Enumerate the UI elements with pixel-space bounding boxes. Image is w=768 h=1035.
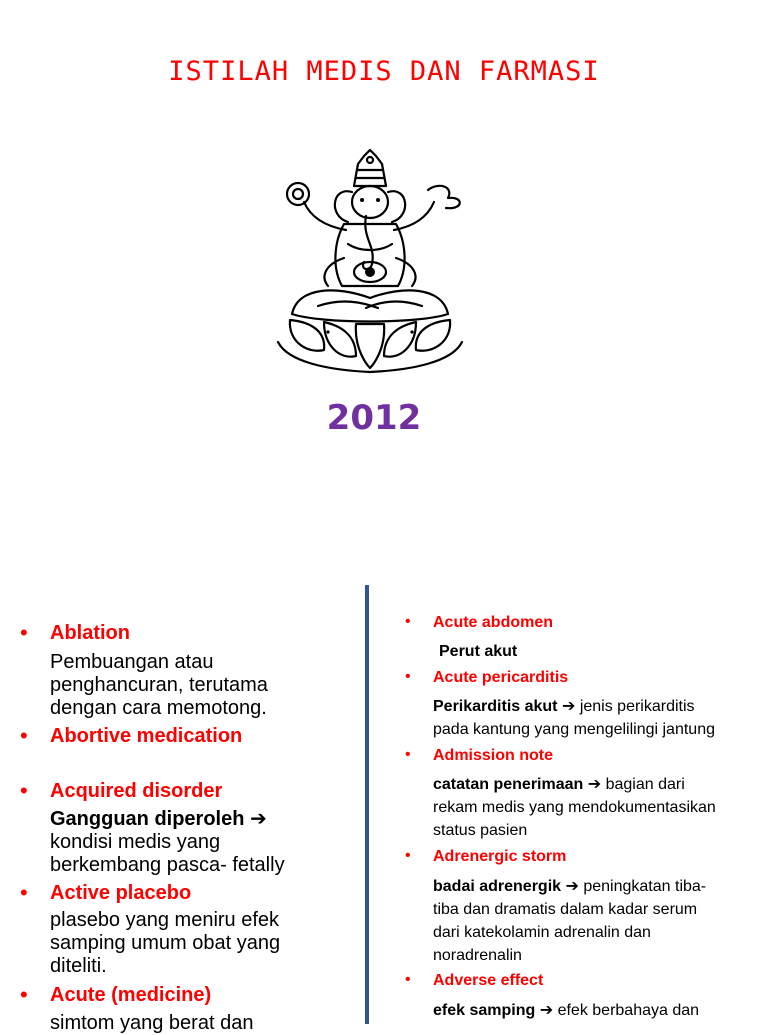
- term-title: Acute (medicine): [50, 984, 212, 1006]
- definition-line: [433, 773, 763, 796]
- definition-line: samping umum obat yang: [50, 932, 281, 954]
- term-definition: [433, 773, 763, 842]
- term-definition: [433, 875, 763, 967]
- translation: efek samping: [433, 1002, 536, 1019]
- term-title: Adverse effect: [433, 972, 544, 989]
- term-title: Acute abdomen: [433, 614, 554, 631]
- term-definition: [50, 909, 350, 978]
- definition-line: kondisi medis yang: [50, 831, 221, 853]
- term-title: Abortive medication: [50, 725, 243, 747]
- term-title: Ablation: [50, 622, 130, 644]
- definition-line: [433, 875, 763, 898]
- term-definition: [433, 695, 763, 741]
- arrow-icon: ➔: [539, 1002, 554, 1019]
- definition-line: berkembang pasca- fetally: [50, 854, 285, 876]
- term-title: Active placebo: [50, 882, 192, 904]
- translation: Perut akut: [439, 643, 518, 660]
- arrow-icon: ➔: [561, 698, 576, 715]
- term-title: Acquired disorder: [50, 780, 223, 802]
- arrow-icon: ➔: [587, 776, 602, 793]
- term-title: Adrenergic storm: [433, 848, 567, 865]
- bullet: •: [20, 723, 28, 748]
- bullet: •: [405, 668, 411, 685]
- definition-line: [433, 695, 763, 718]
- ganesha-illustration: [268, 146, 472, 374]
- translation: Perikarditis akut: [433, 698, 558, 715]
- bullet: •: [405, 746, 411, 763]
- definition-line: [50, 808, 350, 831]
- arrow-icon: ➔: [565, 878, 579, 895]
- bullet: •: [405, 971, 411, 988]
- definition-text: jenis perikarditis: [579, 698, 695, 715]
- definition-line: penghancuran, terutama: [50, 674, 268, 696]
- definition-line: rekam medis yang mendokumentasikan: [433, 799, 716, 816]
- term-definition: [50, 808, 350, 877]
- term-definition: [433, 999, 763, 1022]
- definition-line: plasebo yang meniru efek: [50, 909, 280, 931]
- definition-text: peningkatan tiba-: [583, 878, 707, 895]
- arrow-icon: ➔: [250, 808, 267, 830]
- definition-line: status pasien: [433, 822, 528, 839]
- column-divider: [365, 585, 369, 1024]
- bullet: •: [405, 847, 411, 864]
- definition-text: efek berbahaya dan: [557, 1002, 700, 1019]
- term-definition: [50, 651, 350, 720]
- definition-line: dengan cara memotong.: [50, 697, 267, 719]
- bullet: •: [20, 982, 28, 1007]
- bullet: •: [20, 778, 28, 803]
- definition-line: simtom yang berat dan: [50, 1012, 254, 1034]
- definition-line: noradrenalin: [433, 947, 522, 964]
- term-definition: [439, 640, 768, 663]
- definition-line: tiba dan dramatis dalam kadar serum: [433, 901, 698, 918]
- translation: Gangguan diperoleh: [50, 808, 245, 830]
- page-title: ISTILAH MEDIS DAN FARMASI: [168, 56, 600, 87]
- translation: catatan penerimaan: [433, 776, 584, 793]
- year: 2012: [326, 398, 422, 438]
- definition-line: diteliti.: [50, 955, 107, 977]
- term-title: Acute pericarditis: [433, 669, 569, 686]
- translation: badai adrenergik: [433, 878, 562, 895]
- definition-line: dari katekolamin adrenalin dan: [433, 924, 651, 941]
- definition-text: bagian dari: [605, 776, 685, 793]
- definition-line: pada kantung yang mengelilingi jantung: [433, 721, 715, 738]
- definition-line: Pembuangan atau: [50, 651, 214, 673]
- bullet: •: [20, 880, 28, 905]
- definition-line: [433, 999, 763, 1022]
- bullet: •: [405, 613, 411, 630]
- term-title: Admission note: [433, 747, 554, 764]
- bullet: •: [20, 620, 28, 645]
